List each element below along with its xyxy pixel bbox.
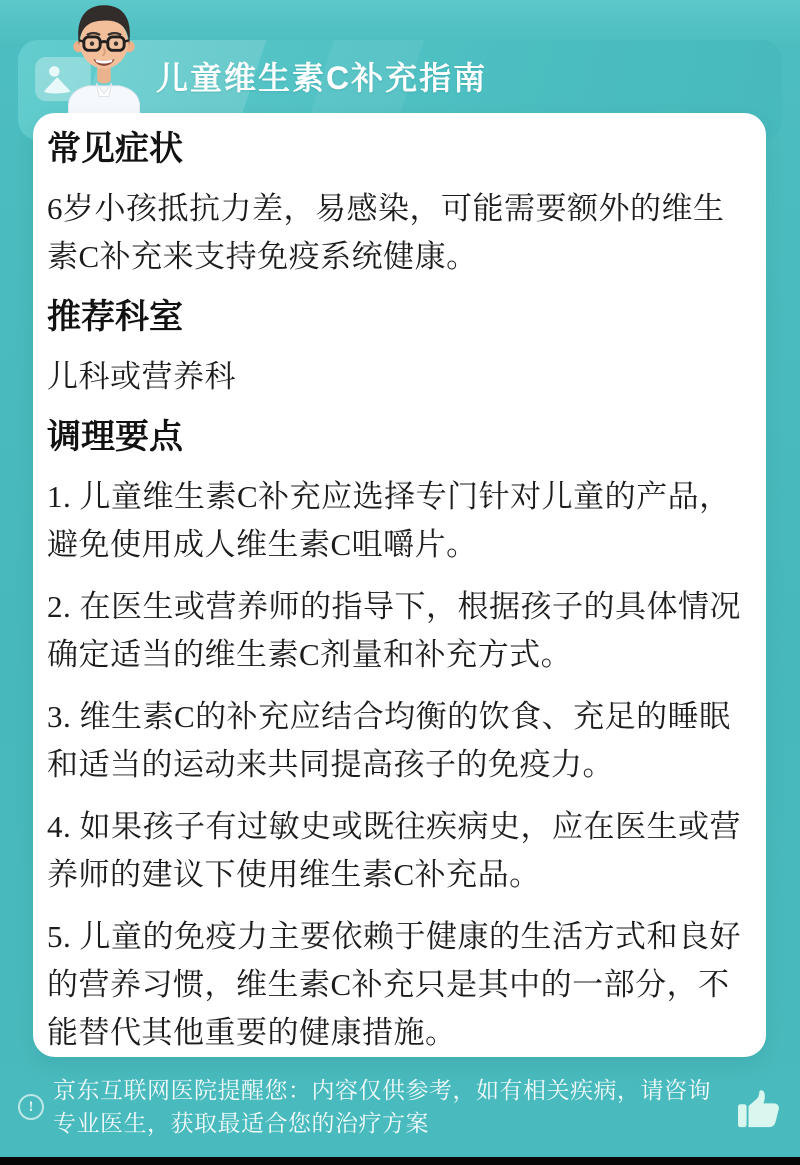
section-heading-care-points: 调理要点 — [47, 418, 183, 456]
disclaimer-text: 京东互联网医院提醒您：内容仅供参考，如有相关疾病，请咨询专业医生，获取最适合您的治疗方案 — [53, 1077, 711, 1136]
advice-list-item-2: 2. 在医生或营养师的指导下，根据孩子的具体情况确定适当的维生素C剂量和补充方式。 — [47, 589, 741, 672]
advice-list-item-5: 5. 儿童的免疫力主要依赖于健康的生活方式和良好的营养习惯，维生素C补充只是其中的一部分，不能替代其他重要的健康措施。 — [47, 919, 741, 1050]
info-icon: ! — [18, 1094, 44, 1120]
advice-list-item-1: 1. 儿童维生素C补充应选择专门针对儿童的产品，避免使用成人维生素C咀嚼片。 — [47, 479, 731, 562]
footer — [18, 1074, 782, 1140]
section-body-department: 儿科或营养科 — [47, 359, 236, 394]
bottom-bar — [0, 1157, 800, 1165]
content-card — [33, 113, 766, 1057]
doctor-avatar — [56, 0, 152, 118]
section-heading-symptoms: 常见症状 — [47, 130, 183, 168]
section-heading-department: 推荐科室 — [47, 298, 183, 336]
advice-list-item-4: 4. 如果孩子有过敏史或既往疾病史，应在医生或营养师的建议下使用维生素C补充品。 — [47, 809, 741, 892]
thumbs-up-icon[interactable] — [736, 1089, 782, 1131]
advice-list-item-3: 3. 维生素C的补充应结合均衡的饮食、充足的睡眠和适当的运动来共同提高孩子的免疫力。 — [47, 699, 731, 782]
section-body-symptoms: 6岁小孩抵抗力差，易感染，可能需要额外的维生素C补充来支持免疫系统健康。 — [47, 191, 725, 274]
page-title: 儿童维生素C补充指南 — [156, 60, 488, 96]
